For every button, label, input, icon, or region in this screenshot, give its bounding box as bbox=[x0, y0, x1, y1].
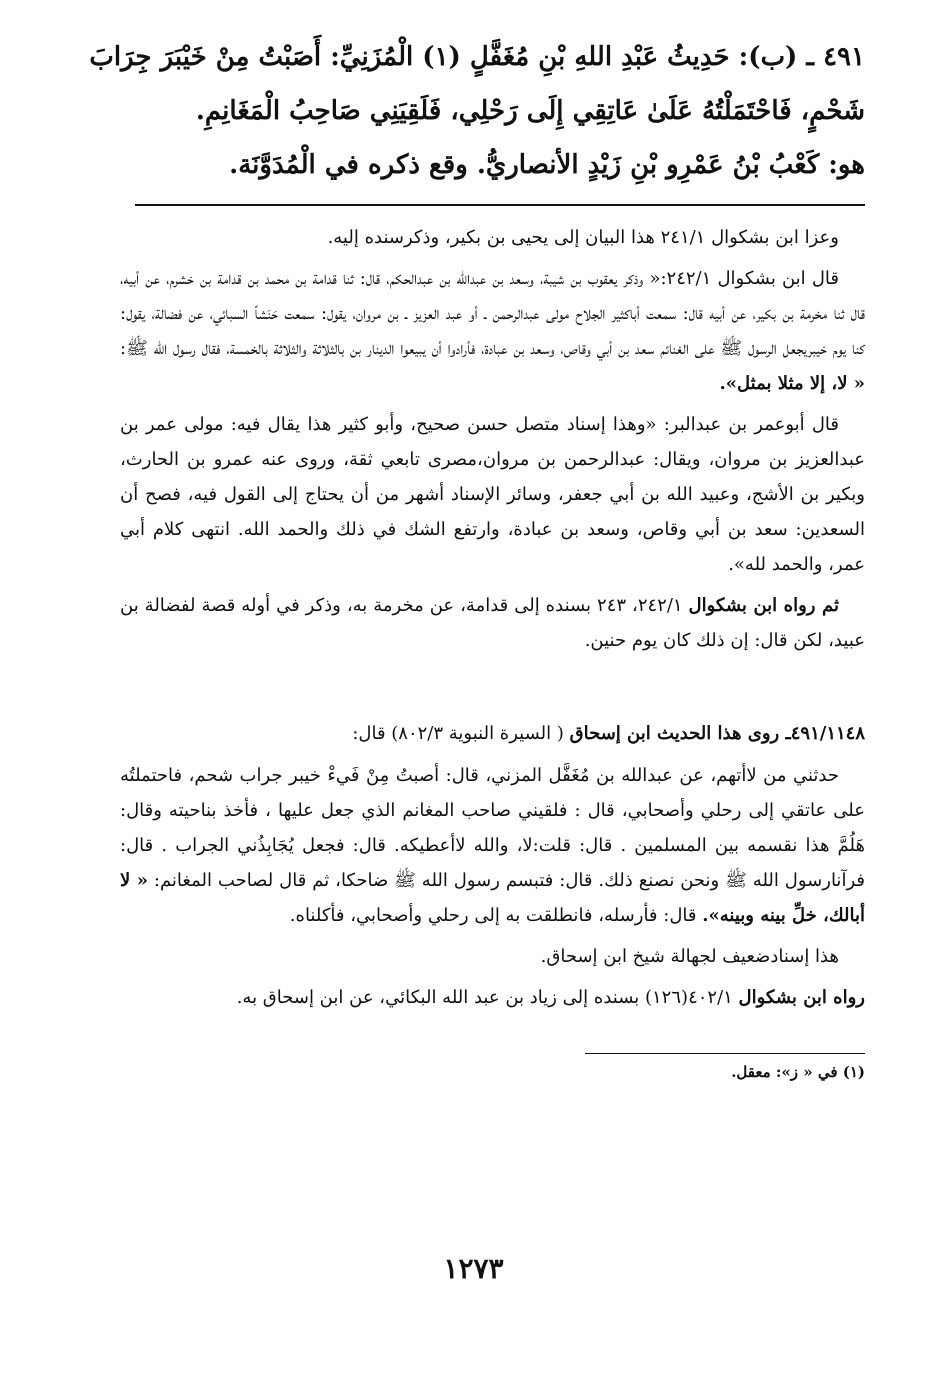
paragraph-1-text: وعزا ابن بشكوال ٢٤١/١ هذا البيان إلى يحيى بن بكير، وذكرسنده إليه. bbox=[327, 227, 839, 248]
hadith-heading bbox=[89, 30, 865, 192]
section-2-body-bold-quote: « لا أبالك، خلِّ بينه وبينه». bbox=[120, 870, 865, 926]
section-2-body-text: حدثني من لاأتهم، عن عبدالله بن مُغَفَّل المزني، قال: أصبتُ مِنْ فَيءْ خيبر جراب شحم، فاحتملتُه على عاتقي إلى رحلي وأصحابي، قال : فلقيني صاحب المغانم الذي جعل عليها ، فأخذ بناحيته وقال: هَلُمَّ هذا نقسمه بين المسلمين . قال: قلت:لا، والله لاأعطيكه. قال: فجعل يُجَابِذُني الجراب . قال: فرآنارسول الله ﷺ ونحن نصنع ذلك. قال: فتبسم رسول الله ﷺ ضاحكا، ثم قال لصاحب المغانم: bbox=[120, 765, 865, 891]
footnote-divider bbox=[585, 1053, 865, 1054]
heading-line-3: هو: كَعْبُ بْنُ عَمْرِو بْنِ زَيْدٍ الأنصاريُّ. وقع ذكره في الْمُدَوَّنَة. bbox=[229, 150, 865, 180]
section-2-heading bbox=[120, 716, 865, 752]
paragraph-3 bbox=[120, 407, 865, 582]
section-2-last-bold: رواه ابن بشكوال bbox=[738, 987, 865, 1008]
paragraph-3-text: قال أبوعمر بن عبدالبر: «وهذا إسناد متصل حسن صحيح، وأبو كثير هذا يقال فيه: مولى عمر بن عبدالعزيز بن مروان، ويقال: عبدالرحمن بن مروان،مصرى تابعي ثقة، وروى عنه عمرو بن الحارث، وبكير بن الأشج، وعبيد الله بن أبي جعفر، وسائر الإسناد أشهر من أن يحتاج إلى القول فيه، فصح أن السعدين: سعد بن أبي وقاص، وسعد بن عبادة، وارتفع الشك في ذلك والحمد الله. انتهى كلام أبي عمر، والحمد لله». bbox=[120, 414, 865, 575]
section-2-body-tail: قال: فأرسله، فانطلقت به إلى رحلي وأصحابي، فأكلناه. bbox=[289, 905, 697, 926]
section-2-body bbox=[120, 758, 865, 933]
weak-note-text: هذا إسنادضعيف لجهالة شيخ ابن إسحاق. bbox=[540, 946, 839, 967]
paragraph-1 bbox=[120, 220, 865, 255]
paragraph-4-bold-lead: ثم رواه ابن بشكوال bbox=[688, 595, 839, 616]
footnote: (١) في « ز»: معقل. bbox=[731, 1063, 865, 1081]
section-2-heading-source: ( السيرة النبوية ٨٠٢/٣) قال: bbox=[352, 723, 564, 744]
paragraph-2 bbox=[120, 261, 865, 401]
heading-divider bbox=[135, 204, 865, 206]
section-2-weak-note bbox=[120, 939, 865, 974]
section-gap bbox=[120, 664, 865, 716]
heading-line-2: شَحْمٍ، فَاحْتَمَلْتُهُ عَلَىٰ عَاتِقِي إِلَى رَحْلِي، فَلَقِيَنِي صَاحِبُ الْمَغَانِمِ. bbox=[195, 96, 865, 126]
page-number: ١٢٧٣ bbox=[443, 1252, 504, 1285]
heading-line-1: ٤٩١ ـ (ب): حَدِيثُ عَبْدِ اللهِ بْنِ مُغَفَّلٍ (١) الْمُزَنِيِّ: أَصَبْتُ مِنْ خَيْبَرَ جِرَابَ bbox=[89, 42, 865, 72]
section-2-last bbox=[120, 980, 865, 1015]
paragraph-4 bbox=[120, 588, 865, 658]
paragraph-2-bold-quote: « لا، إلا مثلا بمثل». bbox=[719, 373, 865, 394]
section-2-heading-bold: ٤٩١/١١٤٨ـ روى هذا الحديث ابن إسحاق bbox=[569, 723, 865, 744]
section-2-last-text: ٤٠٢/١(١٢٦) بسنده إلى زياد بن عبد الله البكائي، عن ابن إسحاق به. bbox=[236, 987, 733, 1008]
paragraph-2-text: قال ابن بشكوال ٢٤٢/١:« وذكر يعقوب بن شيبة، وسعد بن عبدالله بن عبدالحكم، قال: ثنا قدامة بن محمد بن قدامة بن خشرم، عن أبيه، قال ثنا مخرمة بن بكير، عن أبيه قال: سمعت أباكثير الجلاح مولى عبدالرحمن ـ أو عبد العزيز ـ بن مروان، يقول: سمعت حَنَشاً السبائي، عن فضالة، يقول: كنا يوم خيبريجعل الرسول ﷺ على الغنائم سعد بن أبي وقاص، وسعد بن عبادة، فأرادوا أن يبيعوا الدينار بن بالثلاثة والثلاثة بالخمسة، فقال رسول الله ﷺ: bbox=[120, 268, 865, 359]
paragraph-4-text: ٢٤٢/١، ٢٤٣ بسنده إلى قدامة، عن مخرمة به، وذكر في أوله قصة لفضالة بن عبيد، لكن قال: إن ذلك كان يوم حنين. bbox=[120, 595, 865, 651]
